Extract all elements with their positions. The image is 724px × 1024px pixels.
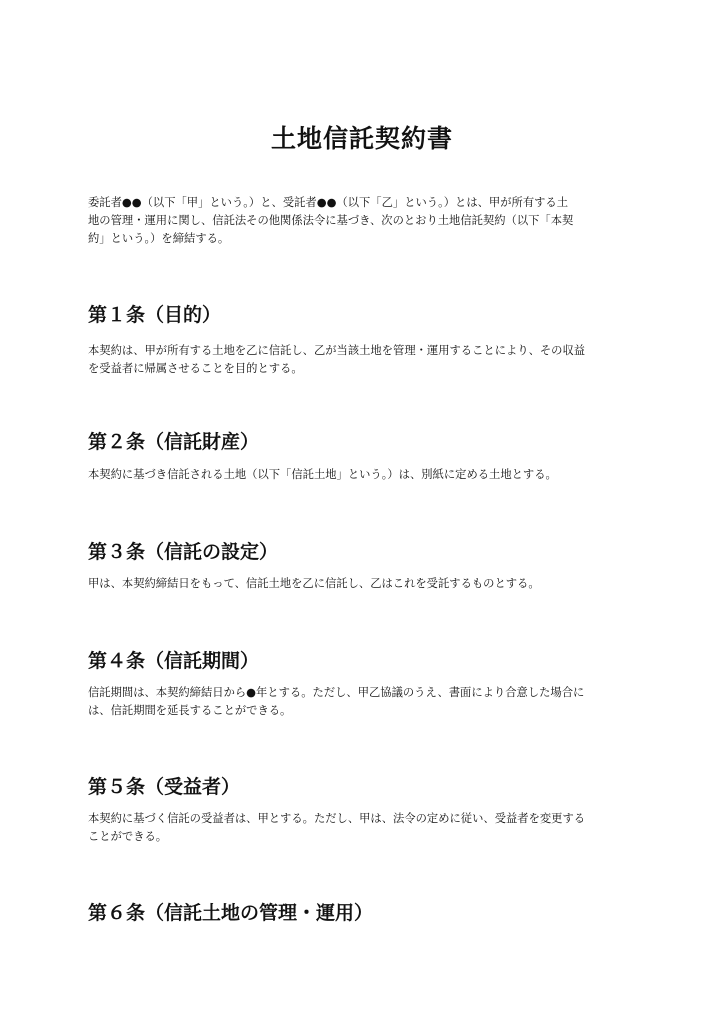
text-line: 本契約に基づき信託される土地（以下「信託土地」という。）は、別紙に定める土地とする。 [88,468,557,481]
text-line: 本契約は、甲が所有する土地を乙に信託し、乙が当該土地を管理・運用することにより、その収益 [88,344,586,357]
text-line: 本契約に基づく信託の受益者は、甲とする。ただし、甲は、法令の定めに従い、受益者を変更する [88,812,586,825]
document-title: 土地信託契約書 [270,124,453,153]
article-3-heading: 第３条（信託の設定） [88,541,279,563]
article-5-heading: 第５条（受益者） [88,776,241,798]
text-line: ことができる。 [88,830,168,843]
article-2-heading: 第２条（信託財産） [88,431,260,453]
text-line: を受益者に帰属させることを目的とする。 [88,362,303,375]
article-4-body [88,684,648,720]
text-line: は、信託期間を延長することができる。 [88,704,292,717]
article-5-body [88,810,648,846]
article-2-body [88,466,648,484]
intro-paragraph [88,194,648,248]
text-line: 甲は、本契約締結日をもって、信託土地を乙に信託し、乙はこれを受託するものとする。 [88,577,540,590]
article-4-heading: 第４条（信託期間） [88,650,260,672]
text-line: 約」という。）を締結する。 [88,232,230,245]
text-line: 地の管理・運用に関し、信託法その他関係法令に基づき、次のとおり土地信託契約（以下「本契 [88,214,574,227]
article-3-body [88,575,648,593]
article-1-body [88,342,648,378]
text-line: 信託期間は、本契約締結日から●年とする。ただし、甲乙協議のうえ、書面により合意した場合に [88,686,585,699]
article-6-heading: 第６条（信託土地の管理・運用） [88,902,374,924]
text-line: 委託者●●（以下「甲」という。）と、受託者●●（以下「乙」という。）とは、甲が所有する土 [88,196,569,209]
article-1-heading: 第１条（目的） [88,304,222,326]
